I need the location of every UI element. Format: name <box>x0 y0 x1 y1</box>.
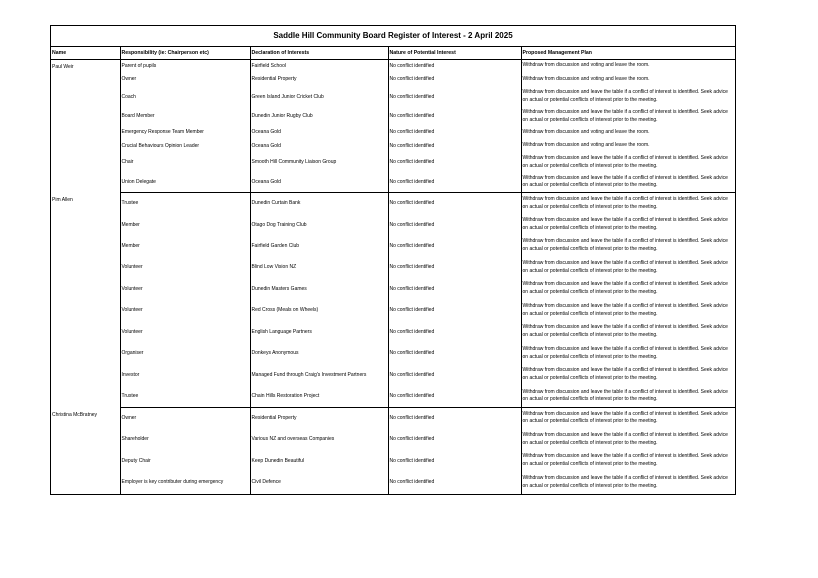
table-row <box>51 236 735 257</box>
table-row <box>51 87 735 108</box>
declaration-cell: Chain Hills Restoration Project <box>250 386 388 408</box>
declaration-cell: English Language Partners <box>250 322 388 343</box>
responsibility-cell: Volunteer <box>120 257 250 279</box>
plan-cell: Withdraw from discussion and leave the table if a conflict of interest is identified. Seek advice on actual or potential conflicts of interest prior to the meeting. <box>522 324 728 338</box>
nature-cell: No conflict identified <box>388 429 521 451</box>
plan-cell: Withdraw from discussion and leave the table if a conflict of interest is identified. Seek advice on actual or potential conflicts of interest prior to the meeting. <box>522 238 728 252</box>
nature-cell: No conflict identified <box>388 300 521 322</box>
table-row <box>51 215 735 236</box>
responsibility-cell: Member <box>120 236 250 257</box>
table-row <box>51 73 735 87</box>
table-row <box>51 429 735 451</box>
responsibility-cell: Investor <box>120 365 250 386</box>
plan-cell: Withdraw from discussion and leave the table if a conflict of interest is identified. Seek advice on actual or potential conflicts of interest prior to the meeting. <box>522 431 728 446</box>
nature-cell: No conflict identified <box>388 472 521 494</box>
declaration-cell: Oceana Gold <box>250 126 388 140</box>
responsibility-cell: Organiser <box>120 343 250 365</box>
plan-cell: Withdraw from discussion and leave the table if a conflict of interest is identified. Seek advice on actual or potential conflicts of interest prior to the meeting. <box>522 281 728 295</box>
register-body <box>51 60 735 494</box>
plan-cell: Withdraw from discussion and leave the table if a conflict of interest is identified. Seek advice on actual or potential conflicts of interest prior to the meeting. <box>522 154 728 169</box>
table-row <box>51 140 735 153</box>
nature-cell: No conflict identified <box>388 108 521 126</box>
table-row <box>51 408 735 429</box>
responsibility-cell: Volunteer <box>120 279 250 300</box>
responsibility-cell: Member <box>120 215 250 236</box>
plan-cell: Withdraw from discussion and voting and leave the room. <box>522 75 650 82</box>
plan-cell: Withdraw from discussion and voting and leave the room. <box>522 62 650 69</box>
declaration-cell: Oceana Gold <box>250 173 388 193</box>
register-table <box>51 47 735 494</box>
nature-cell: No conflict identified <box>388 73 521 87</box>
table-row <box>51 451 735 472</box>
table-row <box>51 257 735 279</box>
plan-cell: Withdraw from discussion and leave the table if a conflict of interest is identified. Seek advice on actual or potential conflicts of interest prior to the meeting. <box>522 345 728 360</box>
table-row <box>51 60 735 73</box>
plan-cell: Withdraw from discussion and leave the table if a conflict of interest is identified. Seek advice on actual or potential conflicts of interest prior to the meeting. <box>522 453 728 467</box>
plan-cell: Withdraw from discussion and leave the table if a conflict of interest is identified. Seek advice on actual or potential conflicts of interest prior to the meeting. <box>522 259 728 274</box>
declaration-cell: Green Island Junior Cricket Club <box>250 87 388 108</box>
declaration-cell: Managed Fund through Craig's Investment Partners <box>250 365 388 386</box>
header-responsibility: Responsibility (ie: Chairperson etc) <box>120 47 250 60</box>
responsibility-cell: Shareholder <box>120 429 250 451</box>
responsibility-cell: Board Member <box>120 108 250 126</box>
declaration-cell: Keep Dunedin Beautiful <box>250 451 388 472</box>
declaration-cell: Blind Low Vision NZ <box>250 257 388 279</box>
responsibility-cell: Crucial Behaviours Opinion Leader <box>120 140 250 153</box>
table-row <box>51 365 735 386</box>
declaration-cell: Residential Property <box>250 408 388 429</box>
table-row <box>51 153 735 173</box>
nature-cell: No conflict identified <box>388 408 521 429</box>
nature-cell: No conflict identified <box>388 451 521 472</box>
plan-cell: Withdraw from discussion and voting and leave the room. <box>522 142 650 149</box>
nature-cell: No conflict identified <box>388 126 521 140</box>
responsibility-cell: Volunteer <box>120 322 250 343</box>
declaration-cell: Smooth Hill Community Liaison Group <box>250 153 388 173</box>
declaration-cell: Dunedin Curtain Bank <box>250 193 388 215</box>
nature-cell: No conflict identified <box>388 153 521 173</box>
declaration-cell: Donkeys Anonymous <box>250 343 388 365</box>
nature-cell: No conflict identified <box>388 279 521 300</box>
responsibility-cell: Parent of pupils <box>120 60 250 73</box>
table-row <box>51 279 735 300</box>
nature-cell: No conflict identified <box>388 60 521 73</box>
responsibility-cell: Coach <box>120 87 250 108</box>
responsibility-cell: Chair <box>120 153 250 173</box>
plan-cell: Withdraw from discussion and leave the table if a conflict of interest is identified. Seek advice on actual or potential conflicts of interest prior to the meeting. <box>522 89 728 103</box>
table-row <box>51 108 735 126</box>
nature-cell: No conflict identified <box>388 173 521 193</box>
table-row <box>51 126 735 140</box>
register-of-interest-document <box>50 25 736 495</box>
responsibility-cell: Volunteer <box>120 300 250 322</box>
table-row <box>51 173 735 193</box>
responsibility-cell: Owner <box>120 408 250 429</box>
plan-cell: Withdraw from discussion and leave the table if a conflict of interest is identified. Seek advice on actual or potential conflicts of interest prior to the meeting. <box>522 108 728 123</box>
nature-cell: No conflict identified <box>388 386 521 408</box>
member-name: Christina McBratney <box>51 408 120 494</box>
declaration-cell: Otago Dog Training Club <box>250 215 388 236</box>
nature-cell: No conflict identified <box>388 140 521 153</box>
header-nature: Nature of Potential Interest <box>388 47 521 60</box>
declaration-cell: Dunedin Masters Games <box>250 279 388 300</box>
nature-cell: No conflict identified <box>388 87 521 108</box>
responsibility-cell: Employer is key contributer during emergency <box>120 472 250 494</box>
nature-cell: No conflict identified <box>388 343 521 365</box>
declaration-cell: Dunedin Junior Rugby Club <box>250 108 388 126</box>
nature-cell: No conflict identified <box>388 215 521 236</box>
member-name: Pim Allen <box>51 193 120 408</box>
declaration-cell: Fairfield School <box>250 60 388 73</box>
header-row <box>51 47 735 60</box>
header-name: Name <box>51 47 120 60</box>
nature-cell: No conflict identified <box>388 257 521 279</box>
responsibility-cell: Trustee <box>120 386 250 408</box>
plan-cell: Withdraw from discussion and leave the table if a conflict of interest is identified. Seek advice on actual or potential conflicts of interest prior to the meeting. <box>521 173 735 193</box>
declaration-cell: Civil Defence <box>250 472 388 494</box>
table-row <box>51 322 735 343</box>
header-plan: Proposed Management Plan <box>521 47 735 60</box>
table-row <box>51 343 735 365</box>
nature-cell: No conflict identified <box>388 322 521 343</box>
plan-cell: Withdraw from discussion and leave the table if a conflict of interest is identified. Seek advice on actual or potential conflicts of interest prior to the meeting. <box>522 302 728 317</box>
declaration-cell: Residential Property <box>250 73 388 87</box>
member-name: Paul Weir <box>51 60 120 193</box>
responsibility-cell: Emergency Response Team Member <box>120 126 250 140</box>
plan-cell: Withdraw from discussion and leave the table if a conflict of interest is identified. Seek advice on actual or potential conflicts of interest prior to the meeting. <box>522 474 728 489</box>
declaration-cell: Oceana Gold <box>250 140 388 153</box>
table-row <box>51 300 735 322</box>
plan-cell: Withdraw from discussion and leave the table if a conflict of interest is identified. Seek advice on actual or potential conflicts of interest prior to the meeting. <box>521 386 735 408</box>
nature-cell: No conflict identified <box>388 365 521 386</box>
header-declaration: Declaration of Interests <box>250 47 388 60</box>
declaration-cell: Various NZ and overseas Companies <box>250 429 388 451</box>
responsibility-cell: Owner <box>120 73 250 87</box>
table-row <box>51 472 735 494</box>
plan-cell: Withdraw from discussion and leave the table if a conflict of interest is identified. Seek advice on actual or potential conflicts of interest prior to the meeting. <box>522 410 728 425</box>
responsibility-cell: Union Delegate <box>120 173 250 193</box>
responsibility-cell: Deputy Chair <box>120 451 250 472</box>
table-row <box>51 193 735 215</box>
nature-cell: No conflict identified <box>388 193 521 215</box>
declaration-cell: Fairfield Garden Club <box>250 236 388 257</box>
plan-cell: Withdraw from discussion and leave the table if a conflict of interest is identified. Seek advice on actual or potential conflicts of interest prior to the meeting. <box>522 196 728 210</box>
plan-cell: Withdraw from discussion and leave the table if a conflict of interest is identified. Seek advice on actual or potential conflicts of interest prior to the meeting. <box>522 367 728 381</box>
nature-cell: No conflict identified <box>388 236 521 257</box>
responsibility-cell: Trustee <box>120 193 250 215</box>
document-title: Saddle Hill Community Board Register of Interest - 2 April 2025 <box>51 26 735 47</box>
table-row <box>51 386 735 408</box>
plan-cell: Withdraw from discussion and leave the table if a conflict of interest is identified. Seek advice on actual or potential conflicts of interest prior to the meeting. <box>522 217 728 231</box>
declaration-cell: Red Cross (Meals on Wheels) <box>250 300 388 322</box>
plan-cell: Withdraw from discussion and voting and leave the room. <box>522 128 650 135</box>
